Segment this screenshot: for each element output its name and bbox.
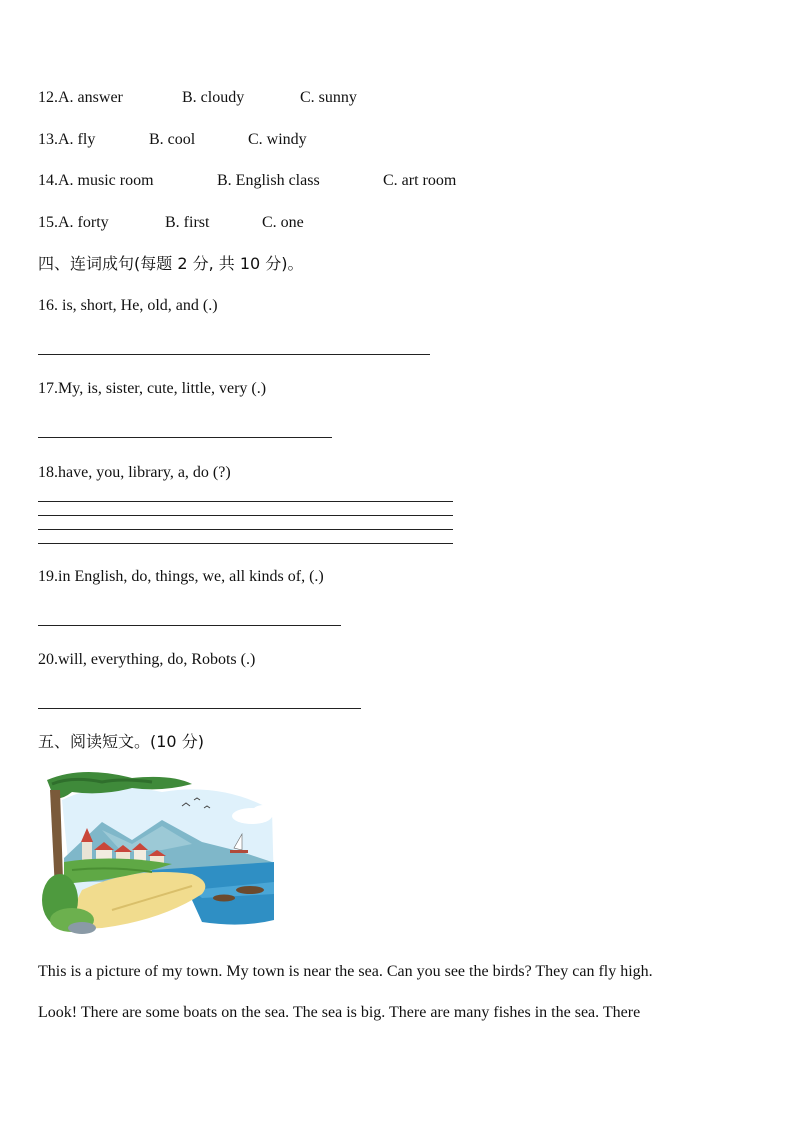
question-15-option-b: B. first bbox=[165, 214, 210, 231]
question-12-option-a: 12.A. answer bbox=[38, 89, 123, 106]
answer-line-18-1[interactable] bbox=[38, 501, 453, 502]
reading-passage-line-1: This is a picture of my town. My town is near the sea. Can you see the birds? They can fly high. bbox=[38, 963, 653, 980]
question-18: 18.have, you, library, a, do (?) bbox=[38, 464, 231, 481]
question-17: 17.My, is, sister, cute, little, very (.) bbox=[38, 380, 267, 397]
reading-passage-line-2: Look! There are some boats on the sea. The sea is big. There are many fishes in the sea. There bbox=[38, 1004, 641, 1021]
question-16: 16. is, short, He, old, and (.) bbox=[38, 297, 218, 314]
question-15-option-c: C. one bbox=[262, 214, 304, 231]
question-13-option-a: 13.A. fly bbox=[38, 131, 96, 148]
question-20: 20.will, everything, do, Robots (.) bbox=[38, 651, 256, 668]
answer-line-17[interactable] bbox=[38, 437, 332, 438]
question-13-option-b: B. cool bbox=[149, 131, 196, 148]
answer-line-16[interactable] bbox=[38, 354, 430, 355]
question-14-option-b: B. English class bbox=[217, 172, 320, 189]
answer-line-18-2[interactable] bbox=[38, 515, 453, 516]
question-12-option-c: C. sunny bbox=[300, 89, 357, 106]
question-13-option-c: C. windy bbox=[248, 131, 307, 148]
question-12-option-b: B. cloudy bbox=[182, 89, 245, 106]
question-19: 19.in English, do, things, we, all kinds of, (.) bbox=[38, 568, 324, 585]
question-14-option-c: C. art room bbox=[383, 172, 457, 189]
answer-line-20[interactable] bbox=[38, 708, 361, 709]
section-4-heading: 四、连词成句(每题 2 分, 共 10 分)。 bbox=[38, 254, 304, 273]
section-5-heading: 五、阅读短文。(10 分) bbox=[38, 732, 204, 751]
town-by-the-sea-illustration bbox=[42, 770, 278, 935]
question-14-option-a: 14.A. music room bbox=[38, 172, 154, 189]
answer-line-19[interactable] bbox=[38, 625, 341, 626]
question-15-option-a: 15.A. forty bbox=[38, 214, 109, 231]
answer-line-18-3[interactable] bbox=[38, 529, 453, 530]
answer-line-18-4[interactable] bbox=[38, 543, 453, 544]
